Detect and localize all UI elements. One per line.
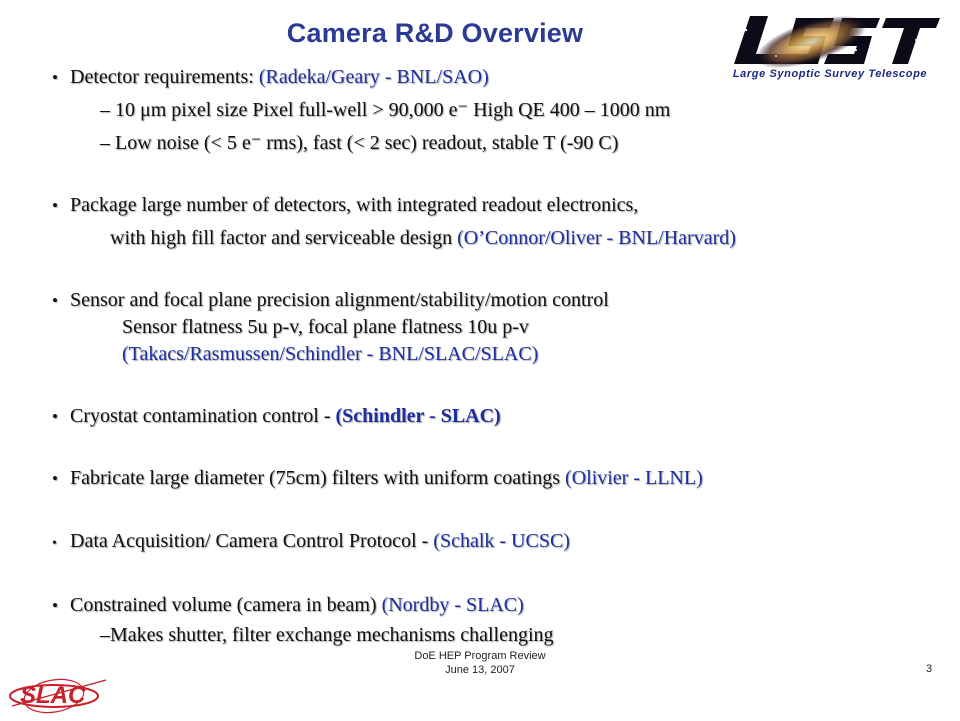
line-attribution: (O’Connor/Oliver - BNL/Harvard) xyxy=(452,227,736,249)
lsst-logo xyxy=(716,10,944,80)
bullet-icon: • xyxy=(52,196,58,215)
line-attribution: (Schindler - SLAC) xyxy=(335,405,501,427)
bullet-icon: • xyxy=(52,407,58,426)
line-attribution: (Radeka/Geary - BNL/SAO) xyxy=(253,66,489,88)
line-text: m pixel size Pixel full-well > 90,000 e⁻ High QE 400 – 1000 nm xyxy=(150,99,671,121)
bullet-icon: • xyxy=(52,596,58,615)
line-detector-requirements xyxy=(52,66,489,89)
slac-logo xyxy=(6,666,116,716)
footer-date: June 13, 2007 xyxy=(445,664,515,676)
slide-title: Camera R&D Overview xyxy=(286,18,584,48)
line-fill-factor xyxy=(110,227,736,249)
line-text: Detector requirements: xyxy=(70,66,254,88)
line-text: Package large number of detectors, with integrated readout electronics, xyxy=(70,194,639,216)
line-shutter xyxy=(100,624,554,646)
page-number: 3 xyxy=(926,663,933,675)
line-alignment xyxy=(52,289,609,312)
mu-symbol: μ xyxy=(140,99,151,121)
line-prefix: – xyxy=(100,132,115,154)
line-package-detectors xyxy=(52,194,638,217)
line-text: Sensor and focal plane precision alignment/stability/motion control xyxy=(70,289,609,311)
bullet-icon: • xyxy=(52,536,57,551)
bullet-icon: • xyxy=(52,68,58,87)
line-data-acquisition xyxy=(52,530,570,555)
line-alignment-attribution xyxy=(122,343,538,365)
line-attribution: (Olivier - LLNL) xyxy=(560,467,703,489)
lsst-logo-caption: Large Synoptic Survey Telescope xyxy=(732,68,928,80)
footer xyxy=(330,649,630,677)
line-text: Constrained volume (camera in beam) xyxy=(70,594,377,616)
line-constrained-volume xyxy=(52,594,524,617)
lsst-logo-graphic xyxy=(716,10,944,68)
line-text: Cryostat contamination control - xyxy=(70,405,336,427)
bullet-icon: • xyxy=(52,291,58,310)
line-attribution: (Takacs/Rasmussen/Schindler - BNL/SLAC/SLAC) xyxy=(122,343,539,365)
slac-logo-graphic xyxy=(6,666,116,716)
line-text: Sensor flatness 5u p-v, focal plane flatness 10u p-v xyxy=(122,316,529,338)
slac-logo-text: SLAC xyxy=(20,682,86,709)
line-text: Low noise (< 5 e⁻ rms), fast (< 2 sec) readout, stable T (-90 C) xyxy=(115,132,619,154)
line-text: –Makes shutter, filter exchange mechanisms challenging xyxy=(100,624,554,646)
line-filters xyxy=(52,467,703,490)
line-prefix: – 10 xyxy=(100,99,140,121)
line-text: with high fill factor and serviceable design xyxy=(110,227,453,249)
line-attribution: (Nordby - SLAC) xyxy=(376,594,524,616)
footer-event: DoE HEP Program Review xyxy=(414,650,546,662)
line-low-noise xyxy=(100,132,618,154)
line-pixel-size xyxy=(100,99,670,121)
line-text: Data Acquisition/ Camera Control Protocol - xyxy=(70,530,434,552)
line-attribution: (Schalk - UCSC) xyxy=(433,530,570,552)
bullet-icon: • xyxy=(52,469,58,488)
line-cryostat xyxy=(52,405,501,428)
line-flatness xyxy=(122,316,529,338)
line-text: Fabricate large diameter (75cm) filters with uniform coatings xyxy=(70,467,561,489)
